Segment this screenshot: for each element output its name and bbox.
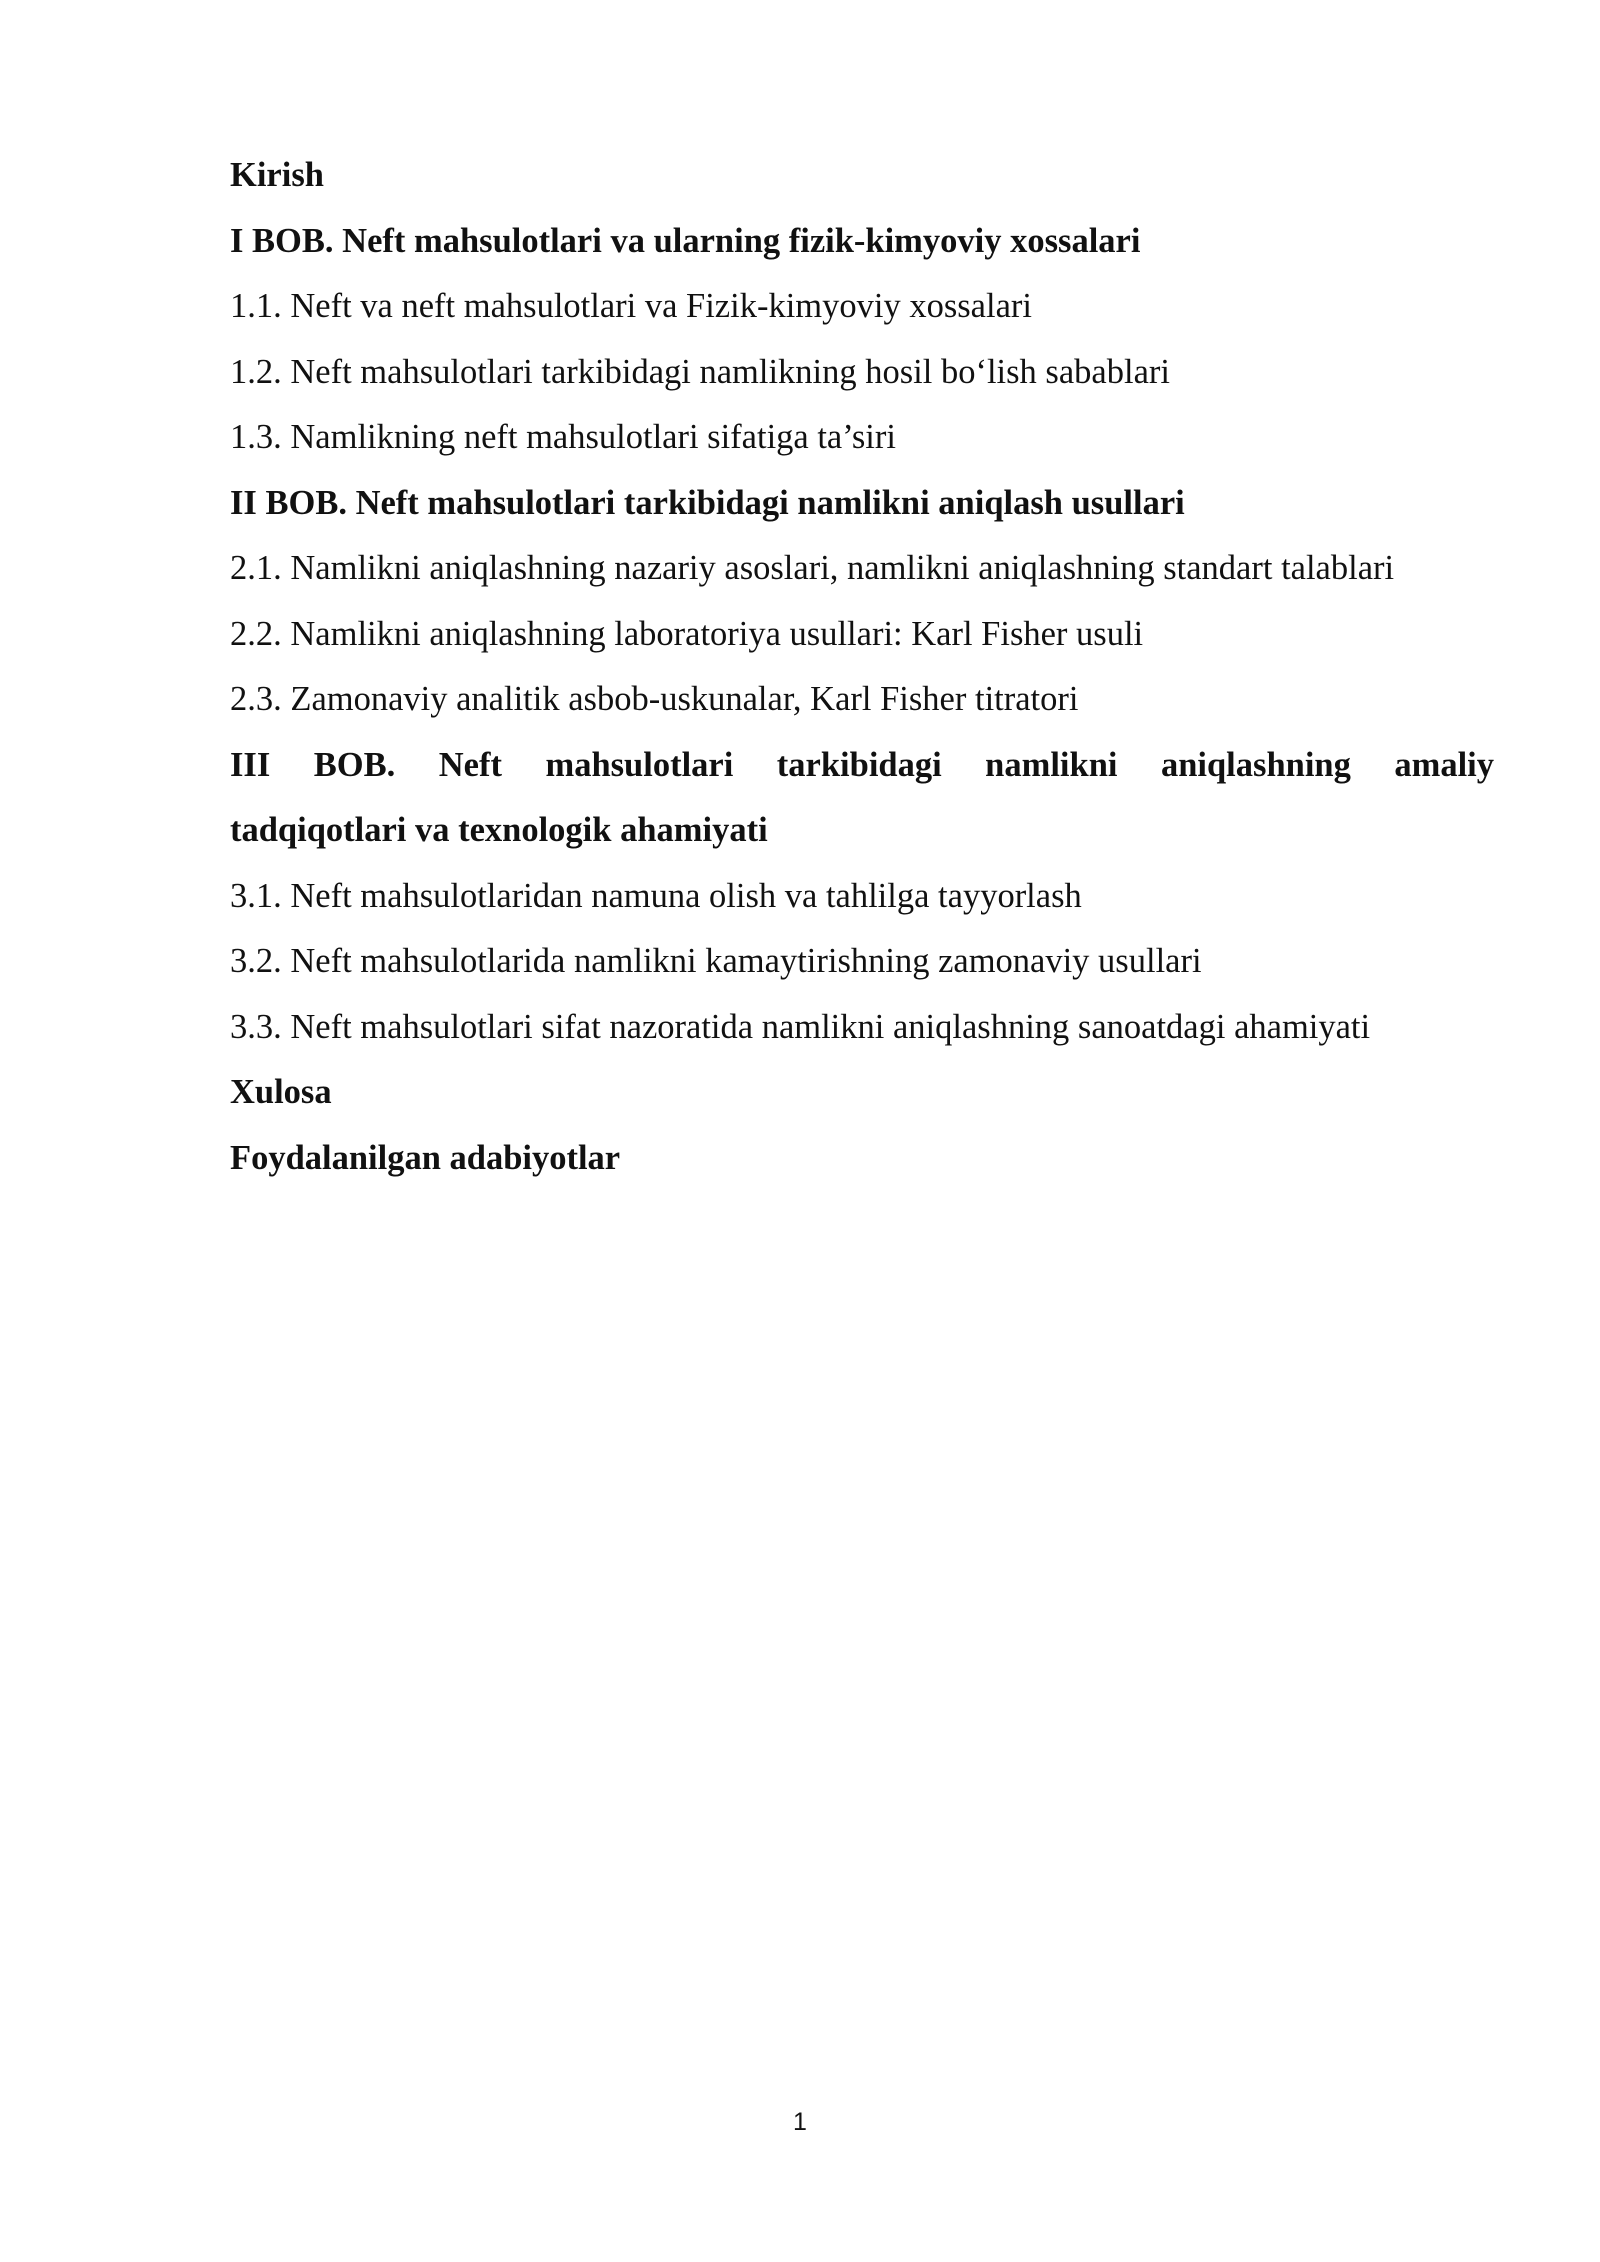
toc-intro: Kirish xyxy=(230,156,324,194)
table-of-contents xyxy=(230,149,1494,1197)
toc-section-3-3: 3.3. Neft mahsulotlari sifat nazoratida namlikni aniqlashning sanoatdagi ahamiyati xyxy=(230,1007,1371,1046)
toc-conclusion: Xulosa xyxy=(230,1073,332,1111)
toc-chapter-3-title-line-2: tadqiqotlari va texnologik ahamiyati xyxy=(230,811,768,849)
toc-chapter-3-title-line-1: III BOB. Neft mahsulotlari tarkibidagi namlikni aniqlashning amaliy xyxy=(230,745,1494,784)
toc-section-2-2: 2.2. Namlikni aniqlashning laboratoriya usullari: Karl Fisher usuli xyxy=(230,614,1144,653)
toc-references: Foydalanilgan adabiyotlar xyxy=(230,1138,621,1177)
toc-chapter-1-title: I BOB. Neft mahsulotlari va ularning fizik-kimyoviy xossalari xyxy=(230,221,1141,260)
toc-section-1-3: 1.3. Namlikning neft mahsulotlari sifatiga ta’siri xyxy=(230,418,896,456)
toc-section-1-1: 1.1. Neft va neft mahsulotlari va Fizik-kimyoviy xossalari xyxy=(230,287,1032,325)
toc-section-1-2: 1.2. Neft mahsulotlari tarkibidagi namlikning hosil bo‘lish sabablari xyxy=(230,352,1170,391)
toc-chapter-2-title: II BOB. Neft mahsulotlari tarkibidagi namlikni aniqlash usullari xyxy=(230,483,1185,522)
toc-section-2-1: 2.1. Namlikni aniqlashning nazariy asoslari, namlikni aniqlashning standart talablari xyxy=(230,549,1395,587)
toc-section-3-2: 3.2. Neft mahsulotlarida namlikni kamaytirishning zamonaviy usullari xyxy=(230,942,1202,980)
page-number: 1 xyxy=(793,2108,807,2136)
toc-section-3-1: 3.1. Neft mahsulotlaridan namuna olish va tahlilga tayyorlash xyxy=(230,876,1082,915)
toc-section-2-3: 2.3. Zamonaviy analitik asbob-uskunalar, Karl Fisher titratori xyxy=(230,680,1079,718)
